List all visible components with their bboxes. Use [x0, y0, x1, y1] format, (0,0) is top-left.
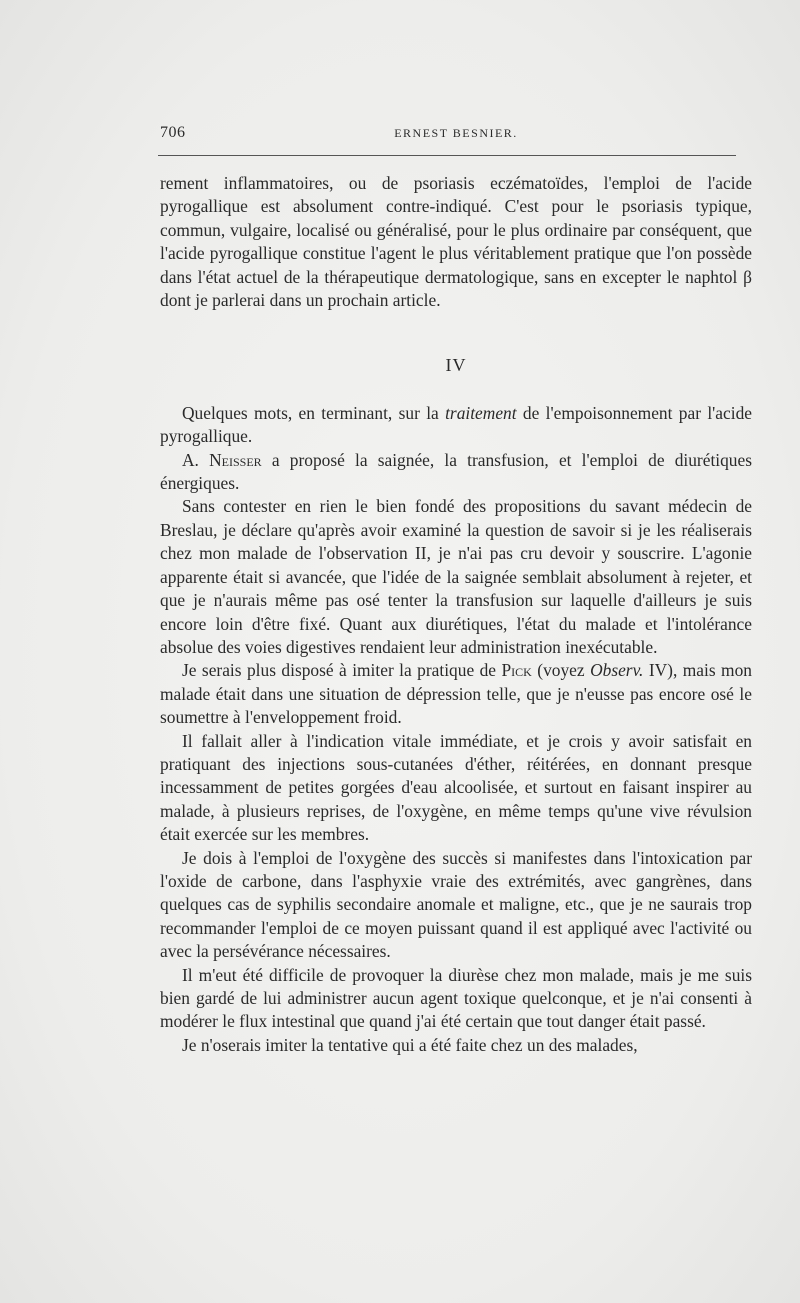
- paragraph-2: [160, 402, 752, 449]
- paragraph-8: Il m'eut été difficile de provoquer la diurèse chez mon malade, mais je me suis bien gardé de lui administrer aucun agent toxique quelconque, et je n'ai consenti à modérer le flux intestinal que quand j'ai été certain que tout danger était passé.: [160, 964, 752, 1032]
- page-header: [160, 124, 752, 148]
- author-name-pick: Pick: [501, 660, 532, 681]
- paragraph-6: Il fallait aller à l'indication vitale immédiate, et je crois y avoir satisfait en pratiquant des injections sous-cutanées d'éther, réitérées, en donnant presque incessamment de petites gorgées d'eau alcoolisée, et surtout en faisant inspirer au malade, à plusieurs reprises, de l'oxygène, en même temps qu'une vive révulsion était exercée sur les membres.: [160, 730, 752, 845]
- header-rule: [158, 155, 736, 156]
- paragraph-4: Sans contester en rien le bien fondé des propositions du savant médecin de Breslau, je déclare qu'après avoir examiné la question de savoir si je les réaliserais chez mon malade de l'observation II, je n'ai pas cru devoir y souscrire. L'agonie apparente était si avancée, que l'idée de la saignée semblait absolument à rejeter, et que je n'aurais même pas osé tenter la transfusion sur laquelle d'ailleurs je suis encore loin d'être fixé. Quant aux diurétiques, l'état du malade et l'intolérance absolue des voies digestives rendaient leur administration inexécutable.: [160, 496, 752, 657]
- paragraph-5-italic: Observ.: [590, 660, 644, 681]
- section-heading: IV: [445, 355, 467, 376]
- paragraph-5-paren: (voyez: [537, 660, 585, 681]
- author-name-neisser: Neisser: [209, 449, 262, 470]
- paragraph-5-text-b: IV), mais mon malade était dans une situation de dépression telle, que je n'eusse pas encore osé le soumettre à l'enveloppement froid.: [160, 660, 752, 728]
- paragraph-7: Je dois à l'emploi de l'oxygène des succès si manifestes dans l'intoxication par l'oxide de carbone, dans l'asphyxie vraie des extrémités, avec gangrènes, dans quelques cas de syphilis secondaire anomale et maligne, etc., que je ne saurais trop recommander l'emploi de ce moyen puissant quand il est appliqué avec l'activité ou avec la persévérance nécessaires.: [160, 847, 752, 962]
- body-text: [160, 172, 752, 1057]
- running-head: ERNEST BESNIER.: [394, 126, 518, 140]
- paragraph-3: [160, 449, 752, 496]
- paragraph-2-italic: traitement: [445, 402, 517, 423]
- paragraph-1: rement inflammatoires, ou de psoriasis eczématoïdes, l'emploi de l'acide pyrogallique est absolument contre-indiqué. C'est pour le psoriasis typique, commun, vulgaire, localisé ou généralisé, pour le plus ordinaire par conséquent, que l'acide pyrogallique constitue l'agent le plus véritablement pratique que l'on possède dans l'état actuel de la thérapeutique dermatologique, sans en excepter le naphtol β dont je parlerai dans un prochain article.: [160, 173, 752, 311]
- page-number: 706: [160, 124, 186, 141]
- paragraph-5: [160, 659, 752, 729]
- paragraph-3-prefix: A.: [182, 449, 199, 470]
- paragraph-2-text-b: de l'empoisonnement par l'acide pyrogallique.: [160, 402, 752, 447]
- paragraph-2-text-a: Quelques mots, en terminant, sur la: [182, 402, 439, 423]
- paragraph-9: Je n'oserais imiter la tentative qui a été faite chez un des malades,: [182, 1034, 638, 1055]
- paragraph-3-text: a proposé la saignée, la transfusion, et l'emploi de diurétiques énergiques.: [160, 449, 752, 494]
- paragraph-5-text-a: Je serais plus disposé à imiter la pratique de: [182, 660, 497, 681]
